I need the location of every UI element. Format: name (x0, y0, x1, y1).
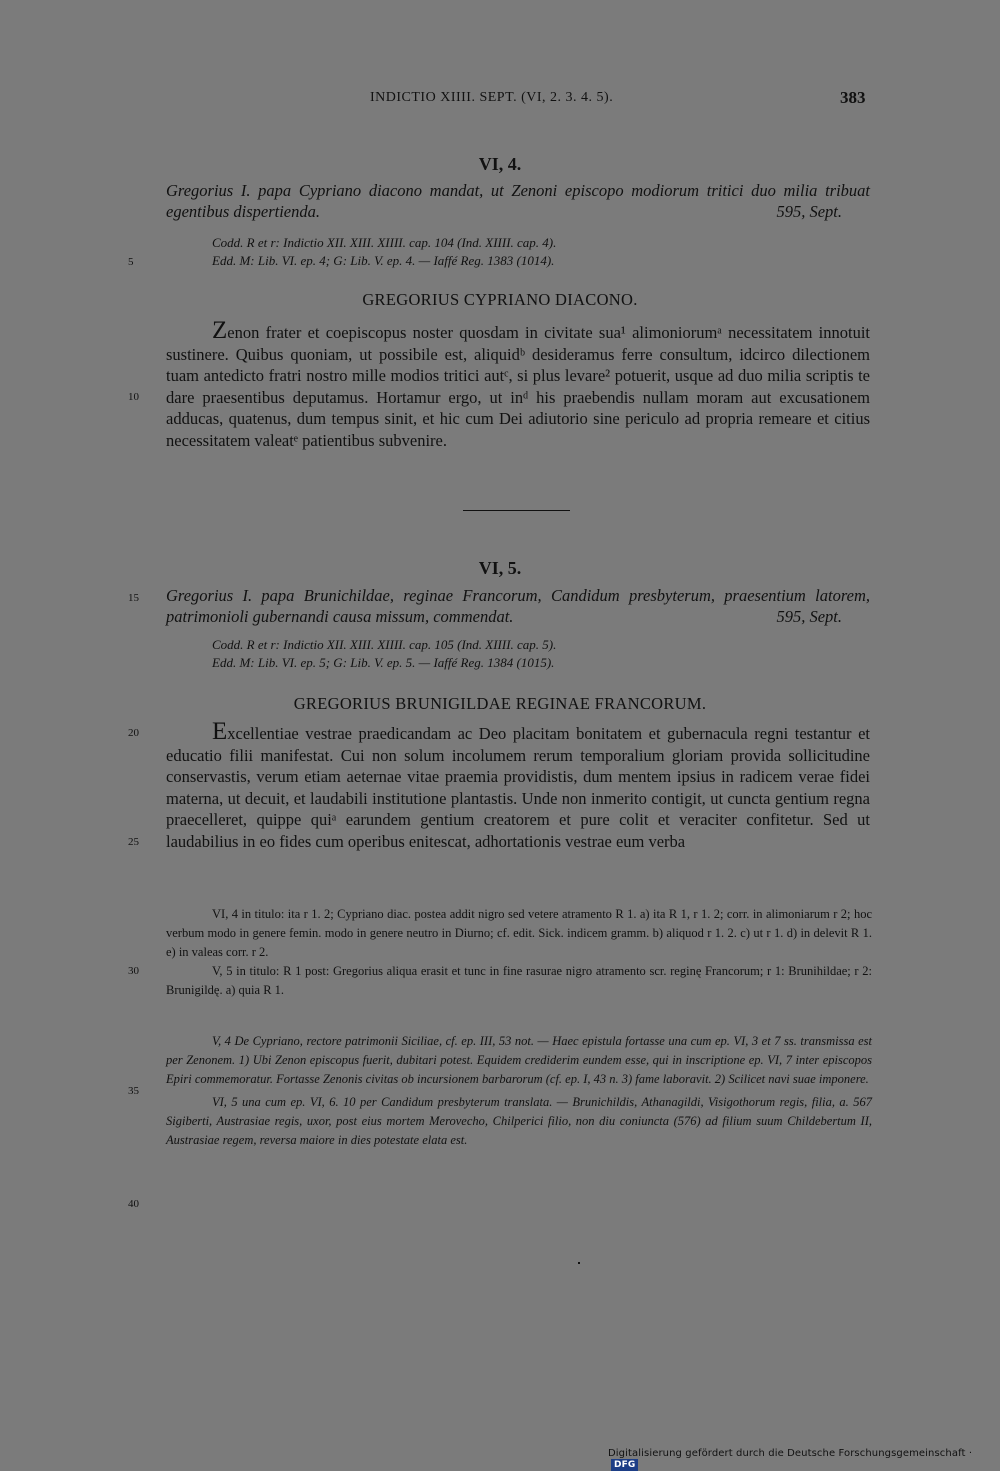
letter-heading: VI, 5. (478, 558, 522, 578)
letter-heading: VI, 4. (478, 154, 522, 174)
letter-date: 595, Sept. (776, 202, 842, 221)
page-number: 383 (840, 88, 866, 107)
line-number: 40 (128, 1198, 139, 1210)
letter-text: enon frater et coepiscopus noster quosdam in civitate sua¹ alimoniorumᵃ necessitatem innotuit sustinere. Quibus quoniam, ut possibile est, aliquidᵇ desideramus ferre consultum, idcirco dilectionem tuam antedicto fratri nostro mille modios tritici autᶜ, si plus levare² potuerit, usque ad duo milia scriptis te dare praesentibus deputamus. Hortamur ergo, ut inᵈ his praebendis nullam moram aut excusationem adducas, quatenus, dum tempus sinit, et hic cum Dei adiutorio sine periculo ad propria remeare et citius necessitatem valeatᵉ patientibus subvenire. (166, 323, 870, 450)
line-number: 30 (128, 965, 139, 977)
credit-text: Digitalisierung gefördert durch die Deutsche Forschungsgemeinschaft · (608, 1448, 973, 1459)
apparatus-note: VI, 4 in titulo: ita r 1. 2; Cypriano diac. postea addit nigro sed vetere atramento R 1. a) ita R 1, r 1. 2; corr. in alimoniarum r 2; hoc verbum modo in genere femin. modo in genere neutro in Diurno; cf. edit. Sick. indicem gramm. b) aliquod r 1. 2. c) ut r 1. d) in delevit R 1. e) in valeas corr. r 2. (166, 907, 872, 959)
letter-body (166, 718, 870, 852)
summary-text: Gregorius I. papa Cypriano diacono mandat, ut Zenoni episcopo modiorum tritici duo milia tribuat egentibus dispertienda. (166, 181, 870, 221)
printer-mark (578, 1262, 580, 1264)
critical-apparatus (166, 905, 872, 1000)
digitization-credit (608, 1448, 1000, 1471)
commentary-note: VI, 5 una cum ep. VI, 6. 10 per Candidum presbyterum translata. — Brunichildis, Athanagildi, Visigothorum regis, filia, a. 567 Sigiberti, Austrasiae regis, uxor, post eius mortem Merovecho, Chilperici filio, non diu coniuncta (576) ad filium suum Childebertum II, Austrasiae regem, reversa maiore in dies potestate elata est. (166, 1095, 872, 1147)
initial-letter: E (212, 718, 228, 745)
letter-salutation: GREGORIUS BRUNIGILDAE REGINAE FRANCORUM. (293, 694, 707, 713)
commentary-notes (166, 1032, 872, 1150)
codices-line: Codd. R et r: Indictio XII. XIII. XIIII. cap. 105 (Ind. XIIII. cap. 5). (212, 637, 557, 652)
letter-summary (166, 585, 870, 627)
line-number: 10 (128, 391, 139, 403)
letter-summary (166, 180, 870, 222)
line-number: 15 (128, 592, 139, 604)
running-title: INDICTIO XIIII. SEPT. (VI, 2. 3. 4. 5). (370, 90, 614, 105)
initial-letter: Z (212, 317, 228, 344)
codices-line: Codd. R et r: Indictio XII. XIII. XIIII. cap. 104 (Ind. XIIII. cap. 4). (212, 235, 557, 250)
line-number: 5 (128, 256, 134, 268)
line-number: 25 (128, 836, 139, 848)
section-divider (463, 510, 570, 511)
dfg-logo: DFG (611, 1459, 638, 1471)
editions-line: Edd. M: Lib. VI. ep. 5; G: Lib. V. ep. 5. — Iaffé Reg. 1384 (1015). (212, 655, 555, 670)
letter-date: 595, Sept. (776, 607, 842, 626)
letter-salutation: GREGORIUS CYPRIANO DIACONO. (362, 290, 638, 309)
line-number: 20 (128, 727, 139, 739)
summary-text: Gregorius I. papa Brunichildae, reginae Francorum, Candidum presbyterum, praesentium latorem, patrimonioli gubernandi causa missum, commendat. (166, 586, 870, 626)
line-number: 35 (128, 1085, 139, 1097)
apparatus-note: V, 5 in titulo: R 1 post: Gregorius aliqua erasit et tunc in fine rasurae nigro atramento scr. reginę Francorum; r 1: Brunihildae; r 2: Brunigildę. a) quia R 1. (166, 964, 872, 997)
commentary-note: V, 4 De Cypriano, rectore patrimonii Siciliae, cf. ep. III, 53 not. — Haec epistula fortasse una cum ep. VI, 3 et 7 ss. transmissa est per Zenonem. 1) Ubi Zenon episcopus fuerit, dubitari potest. Equidem crediderim eundem esse, qui in inscriptione ep. VI, 7 inter episcopos Epiri commemoratur. Fortasse Zenonis civitas ob incursionem barbarorum (cf. ep. I, 43 n. 3) fame laboravit. 2) Scilicet navi suae imponere. (166, 1034, 872, 1086)
editions-line: Edd. M: Lib. VI. ep. 4; G: Lib. V. ep. 4. — Iaffé Reg. 1383 (1014). (212, 253, 555, 268)
letter-text: xcellentiae vestrae praedicandam ac Deo placitam bonitatem et gubernacula regni testantur et educatio filii manifestat. Cui non solum incolumem rerum temporalium gloriam provida sollicitudine conservastis, verum etiam aeternae vitae praemia providistis, dum mentem ipsius in radicem verae fidei materna, ut decuit, et laudabili institutione plantastis. Unde non inmerito contigit, ut cuncta gentium regna praecelleret, quippe quiᵃ earundem gentium creatorem et pure colit et veraciter confitetur. Sed ut laudabilius in eo fides cum operibus enitescat, adhortationis vestrae eum verba (166, 724, 870, 851)
letter-body (166, 317, 870, 451)
